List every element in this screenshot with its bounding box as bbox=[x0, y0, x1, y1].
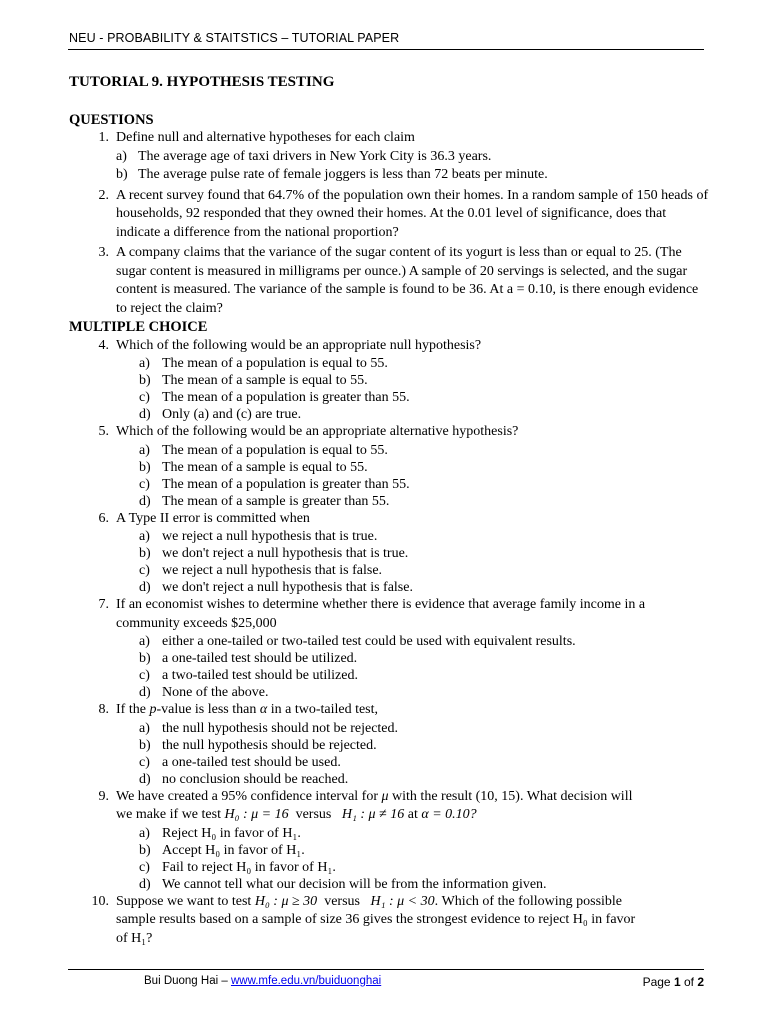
p-symbol: p bbox=[149, 702, 157, 717]
option-label: d) bbox=[139, 493, 151, 509]
question-text: A company claims that the variance of the sugar content of its yogurt is less than or equal to 25. (The sugar content is measured in milligrams per ounce.) A sample of 20 servings is selected, and the sugar content is measured. The variance of the sample is found to be 36. At a = 0.10, is there enough evidence to reject the claim? bbox=[116, 245, 699, 316]
question-number: 8. bbox=[98, 702, 109, 717]
question-7 bbox=[69, 596, 709, 633]
question-4 bbox=[69, 337, 709, 356]
question-number: 1. bbox=[98, 130, 109, 145]
question-text-mid: -value is less than bbox=[156, 702, 260, 717]
option-text: the null hypothesis should not be rejected. bbox=[162, 720, 399, 736]
option-b bbox=[69, 459, 709, 476]
page-number bbox=[643, 975, 704, 989]
option-text: either a one-tailed or two-tailed test could be used with equivalent results. bbox=[162, 634, 576, 649]
question-5 bbox=[69, 423, 709, 442]
question-text: A recent survey found that 64.7% of the population own their homes. In a random sample of 150 heads of households, 92 responded that they owned their homes. At the 0.01 level of significance, does that indicate a difference from the national proportion? bbox=[116, 187, 709, 240]
option-b bbox=[69, 545, 709, 562]
option-text: the null hypothesis should be rejected. bbox=[162, 737, 377, 753]
option-label: b) bbox=[139, 546, 151, 561]
question-number: 6. bbox=[98, 510, 109, 526]
option-text: a one-tailed test should be used. bbox=[162, 754, 341, 770]
option-text: The mean of a population is equal to 55. bbox=[162, 356, 388, 371]
option-label: b) bbox=[116, 167, 128, 182]
mu-symbol: μ bbox=[381, 788, 389, 804]
option-label: a) bbox=[139, 356, 150, 371]
option-label: d) bbox=[139, 580, 151, 595]
option-c bbox=[69, 859, 709, 876]
question-8 bbox=[69, 701, 709, 720]
option-label: c) bbox=[139, 563, 150, 578]
option-d bbox=[69, 493, 709, 510]
question-text-line1-pre: Suppose we want to test bbox=[116, 893, 255, 909]
question-text: A Type II error is committed when bbox=[116, 510, 310, 526]
question-text-line1-post: . Which of the following possible bbox=[434, 893, 623, 909]
question-number: 2. bbox=[98, 187, 109, 203]
question-2 bbox=[69, 187, 709, 243]
option-text: we reject a null hypothesis that is false. bbox=[162, 563, 383, 578]
document-body bbox=[69, 73, 709, 948]
author-website-link[interactable]: www.mfe.edu.vn/buiduonghai bbox=[230, 975, 382, 987]
option-c bbox=[69, 667, 709, 684]
option-text: None of the above. bbox=[162, 685, 269, 700]
question-number: 3. bbox=[98, 245, 109, 260]
versus-text: versus bbox=[324, 893, 360, 909]
section-questions-heading: QUESTIONS bbox=[69, 111, 154, 128]
footer-author bbox=[144, 975, 381, 987]
question-number: 9. bbox=[98, 788, 109, 804]
question-text-line1-pre: We have created a 95% confidence interval for bbox=[116, 788, 382, 804]
option-label: b) bbox=[139, 737, 151, 753]
question-text-line2: sample results based on a sample of size 36 gives the strongest evidence to reject H₀ in favor bbox=[116, 912, 636, 927]
option-text: we reject a null hypothesis that is true. bbox=[162, 529, 378, 544]
option-text: We cannot tell what our decision will be from the information given. bbox=[162, 876, 547, 892]
option-a bbox=[69, 528, 709, 545]
option-label: b) bbox=[139, 459, 151, 475]
option-a bbox=[69, 355, 709, 372]
document-title: TUTORIAL 9. HYPOTHESIS TESTING bbox=[69, 74, 335, 90]
option-a bbox=[69, 825, 709, 842]
option-d bbox=[69, 406, 709, 423]
question-text-line2-pre: we make if we test bbox=[116, 807, 225, 822]
page-word: Page bbox=[642, 975, 674, 989]
question-text: If an economist wishes to determine whether there is evidence that average family income in a community exceeds $25,000 bbox=[116, 597, 646, 631]
option-text: Reject H₀ in favor of H₁. bbox=[162, 825, 301, 841]
question-text-post: in a two-tailed test, bbox=[267, 702, 379, 717]
option-label: c) bbox=[139, 668, 150, 683]
question-1-part-a bbox=[69, 148, 709, 167]
null-hypothesis: H₀ : μ = 16 bbox=[224, 807, 289, 822]
question-text: Which of the following would be an appropriate null hypothesis? bbox=[116, 337, 482, 353]
option-label: b) bbox=[139, 842, 151, 858]
question-6 bbox=[69, 510, 709, 529]
option-b bbox=[69, 650, 709, 667]
option-label: a) bbox=[139, 442, 150, 458]
option-c bbox=[69, 389, 709, 406]
option-label: a) bbox=[139, 825, 150, 841]
option-a bbox=[69, 442, 709, 459]
option-label: c) bbox=[139, 476, 150, 492]
option-text: The average age of taxi drivers in New York City is 36.3 years. bbox=[138, 148, 492, 164]
option-d bbox=[69, 876, 709, 893]
option-text: The average pulse rate of female joggers is less than 72 beats per minute. bbox=[138, 167, 548, 182]
versus-text: versus bbox=[295, 807, 332, 822]
question-number: 5. bbox=[98, 424, 109, 439]
option-c bbox=[69, 754, 709, 771]
option-d bbox=[69, 579, 709, 596]
question-number: 10. bbox=[91, 893, 109, 909]
option-text: a two-tailed test should be utilized. bbox=[162, 668, 358, 683]
option-label: a) bbox=[139, 634, 150, 649]
question-1-part-b bbox=[69, 166, 709, 185]
alternative-hypothesis: H₁ : μ < 30 bbox=[370, 893, 435, 909]
footer-divider bbox=[68, 969, 704, 970]
option-label: d) bbox=[139, 407, 151, 422]
option-text: Accept H₀ in favor of H₁. bbox=[162, 842, 305, 858]
at-text: at bbox=[407, 807, 418, 822]
option-b bbox=[69, 842, 709, 859]
null-hypothesis: H₀ : μ ≥ 30 bbox=[254, 893, 318, 909]
option-label: d) bbox=[139, 685, 151, 700]
option-label: b) bbox=[139, 373, 151, 388]
question-text-line1-post: with the result (10, 15). What decision will bbox=[388, 788, 633, 804]
option-text: Only (a) and (c) are true. bbox=[162, 407, 302, 422]
option-a bbox=[69, 720, 709, 737]
question-10 bbox=[69, 893, 709, 949]
option-label: c) bbox=[139, 754, 150, 770]
option-b bbox=[69, 737, 709, 754]
option-text: The mean of a population is equal to 55. bbox=[162, 442, 388, 458]
section-multiple-choice-heading: MULTIPLE CHOICE bbox=[69, 319, 208, 335]
option-label: c) bbox=[139, 859, 150, 875]
total-pages: 2 bbox=[697, 975, 704, 989]
option-label: d) bbox=[139, 771, 151, 787]
option-text: we don't reject a null hypothesis that is false. bbox=[162, 580, 413, 595]
option-text: The mean of a population is greater than 55. bbox=[162, 476, 410, 492]
option-b bbox=[69, 372, 709, 389]
alpha-symbol: α bbox=[259, 702, 268, 717]
option-d bbox=[69, 684, 709, 701]
question-text-pre: If the bbox=[116, 702, 150, 717]
option-text: The mean of a population is greater than 55. bbox=[162, 390, 410, 405]
significance-level: α = 0.10? bbox=[421, 807, 477, 822]
option-label: a) bbox=[139, 529, 150, 544]
question-text-line3: of H₁? bbox=[116, 930, 153, 946]
option-text: a one-tailed test should be utilized. bbox=[162, 651, 358, 666]
option-label: b) bbox=[139, 651, 151, 666]
option-text: we don't reject a null hypothesis that is true. bbox=[162, 546, 409, 561]
option-label: d) bbox=[139, 876, 151, 892]
question-text: Which of the following would be an appropriate alternative hypothesis? bbox=[116, 424, 519, 439]
question-3 bbox=[69, 244, 709, 318]
current-page: 1 bbox=[673, 975, 681, 989]
option-text: no conclusion should be reached. bbox=[162, 771, 349, 787]
option-a bbox=[69, 633, 709, 650]
option-label: a) bbox=[139, 720, 150, 736]
author-name: Bui Duong Hai – bbox=[144, 975, 231, 987]
option-label: a) bbox=[116, 148, 127, 164]
option-text: Fail to reject H₀ in favor of H₁. bbox=[162, 859, 336, 875]
option-text: The mean of a sample is equal to 55. bbox=[162, 373, 368, 388]
option-c bbox=[69, 476, 709, 493]
option-label: c) bbox=[139, 390, 150, 405]
alternative-hypothesis: H₁ : μ ≠ 16 bbox=[341, 807, 405, 822]
header-divider bbox=[68, 49, 704, 50]
question-number: 4. bbox=[98, 337, 109, 353]
option-c bbox=[69, 562, 709, 579]
option-text: The mean of a sample is greater than 55. bbox=[162, 493, 390, 509]
question-text: Define null and alternative hypotheses for each claim bbox=[116, 130, 415, 145]
question-number: 7. bbox=[98, 597, 109, 612]
page-header: NEU - PROBABILITY & STAITSTICS – TUTORIAL PAPER bbox=[69, 31, 400, 45]
question-9 bbox=[69, 788, 709, 825]
option-d bbox=[69, 771, 709, 788]
option-text: The mean of a sample is equal to 55. bbox=[162, 459, 368, 475]
question-1 bbox=[69, 129, 709, 148]
of-word: of bbox=[680, 975, 698, 989]
